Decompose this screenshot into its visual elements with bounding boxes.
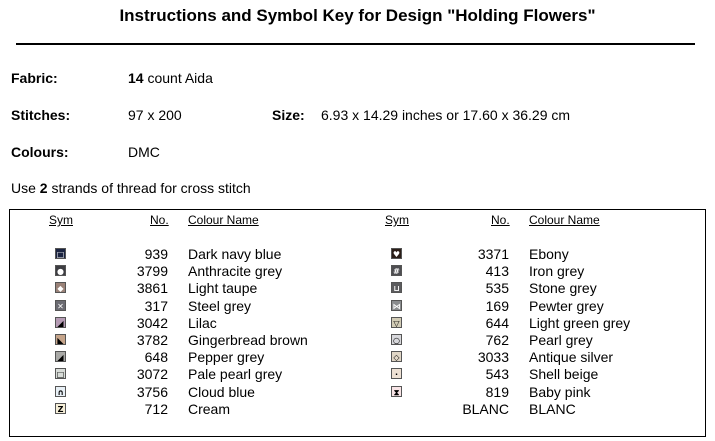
colour-number: BLANC xyxy=(462,400,509,417)
diamond-icon xyxy=(391,351,402,362)
arch-icon xyxy=(55,386,66,397)
colour-name: Gingerbread brown xyxy=(188,332,308,348)
symbol-glyph: ⧗ xyxy=(393,387,400,397)
symbol-glyph: ♥ xyxy=(392,250,401,259)
hash-icon xyxy=(391,265,402,276)
heart-icon xyxy=(391,248,402,259)
colour-number: 3756 xyxy=(136,383,168,400)
symbol-glyph: # xyxy=(393,267,400,277)
colour-number: 3072 xyxy=(136,366,168,383)
header-sym-right: Sym xyxy=(385,213,409,227)
ring-icon xyxy=(391,334,402,345)
z-icon xyxy=(55,403,66,414)
colour-name: BLANC xyxy=(529,400,576,417)
colour-name: Antique silver xyxy=(529,349,614,366)
colour-number: 712 xyxy=(144,400,168,417)
header-name-left: Colour Name xyxy=(188,213,259,227)
fabric-label: Fabric: xyxy=(11,70,58,86)
triangle-icon xyxy=(55,351,66,362)
colour-name: Shell beige xyxy=(529,366,599,383)
symbol-glyph: · xyxy=(394,370,399,380)
symbol-glyph: ⋈ xyxy=(392,301,401,311)
symbol-glyph: ◇ xyxy=(393,353,400,363)
colour-name: Light taupe xyxy=(188,280,258,297)
symbol-glyph: ◢ xyxy=(57,318,64,328)
colour-number: 648 xyxy=(144,349,168,366)
header-name-right: Colour Name xyxy=(529,213,600,227)
symbol-glyph: ◢ xyxy=(57,353,64,363)
stitches-value: 97 x 200 xyxy=(128,107,182,123)
x-icon xyxy=(55,300,66,311)
triangle-icon xyxy=(55,334,66,345)
fabric-type: count Aida xyxy=(143,70,213,86)
triangle-down-icon xyxy=(391,317,402,328)
colours-value: DMC xyxy=(128,144,160,160)
colour-name: Stone grey xyxy=(529,280,597,297)
hourglass-icon xyxy=(391,386,402,397)
colour-name: Ebony xyxy=(529,246,569,262)
size-label: Size: xyxy=(272,107,305,123)
header-no-right: No. xyxy=(491,213,510,227)
size-value: 6.93 x 14.29 inches or 17.60 x 36.29 cm xyxy=(321,107,571,123)
diamond-icon xyxy=(55,282,66,293)
symbol-glyph: ○ xyxy=(393,336,400,345)
colour-name: Iron grey xyxy=(529,263,585,280)
circle-icon xyxy=(55,265,66,276)
colour-number: 644 xyxy=(485,314,509,331)
colour-number: 413 xyxy=(485,263,509,280)
strand-count: 2 xyxy=(39,180,48,196)
page-title: Instructions and Symbol Key for Design "Holding Flowers" xyxy=(119,6,596,25)
colour-name: Pewter grey xyxy=(529,297,604,314)
symbol-glyph: ⊔ xyxy=(393,284,400,294)
triangle-icon xyxy=(55,317,66,328)
symbol-glyph: ◆ xyxy=(57,284,64,294)
colour-number: 3782 xyxy=(136,332,168,348)
colour-number: 3799 xyxy=(136,263,168,280)
hollow-square-icon xyxy=(55,248,66,259)
colour-number: 3371 xyxy=(477,246,509,262)
symbol-glyph: ▽ xyxy=(393,318,400,328)
dot-icon xyxy=(391,368,402,379)
symbol-glyph: Z xyxy=(57,404,64,414)
colour-name: Dark navy blue xyxy=(188,246,282,262)
colour-name: Baby pink xyxy=(529,383,591,400)
colour-number: 3861 xyxy=(136,280,168,297)
title-divider xyxy=(16,43,695,45)
header-no-left: No. xyxy=(150,213,169,227)
colours-label: Colours: xyxy=(11,144,69,160)
colour-name: Lilac xyxy=(188,314,217,331)
colour-name: Steel grey xyxy=(188,297,252,314)
instruction-prefix: Use xyxy=(11,180,40,196)
colour-name: Anthracite grey xyxy=(188,263,283,280)
colour-name: Pearl grey xyxy=(529,332,593,348)
colour-number: 169 xyxy=(485,297,509,314)
colour-number: 819 xyxy=(485,383,509,400)
colour-number: 317 xyxy=(144,297,168,314)
colour-name: Cloud blue xyxy=(188,383,255,400)
stitches-label: Stitches: xyxy=(11,107,71,123)
colour-name: Pale pearl grey xyxy=(188,366,283,383)
colour-name: Cream xyxy=(188,400,231,417)
symbol-glyph: ● xyxy=(57,267,64,277)
fabric-count: 14 xyxy=(128,70,144,86)
u-icon xyxy=(391,282,402,293)
header-sym-left: Sym xyxy=(49,213,73,227)
blank-icon xyxy=(391,403,402,414)
colour-number: 535 xyxy=(485,280,509,297)
symbol-glyph: □ xyxy=(56,250,65,259)
square-icon xyxy=(55,368,66,379)
bowtie-icon xyxy=(391,300,402,311)
symbol-glyph: ✕ xyxy=(57,301,64,311)
symbol-glyph: ∩ xyxy=(57,387,64,397)
strand-instruction xyxy=(11,180,251,196)
colour-name: Light green grey xyxy=(529,314,631,331)
colour-number: 3042 xyxy=(136,314,168,331)
fabric-value xyxy=(128,70,213,86)
symbol-glyph: ◣ xyxy=(57,336,64,345)
colour-name: Pepper grey xyxy=(188,349,265,366)
symbol-glyph: □ xyxy=(56,370,65,380)
colour-number: 3033 xyxy=(477,349,509,366)
colour-number: 939 xyxy=(144,246,168,262)
instruction-suffix: strands of thread for cross stitch xyxy=(47,180,251,196)
colour-number: 762 xyxy=(485,332,509,348)
colour-number: 543 xyxy=(485,366,509,383)
